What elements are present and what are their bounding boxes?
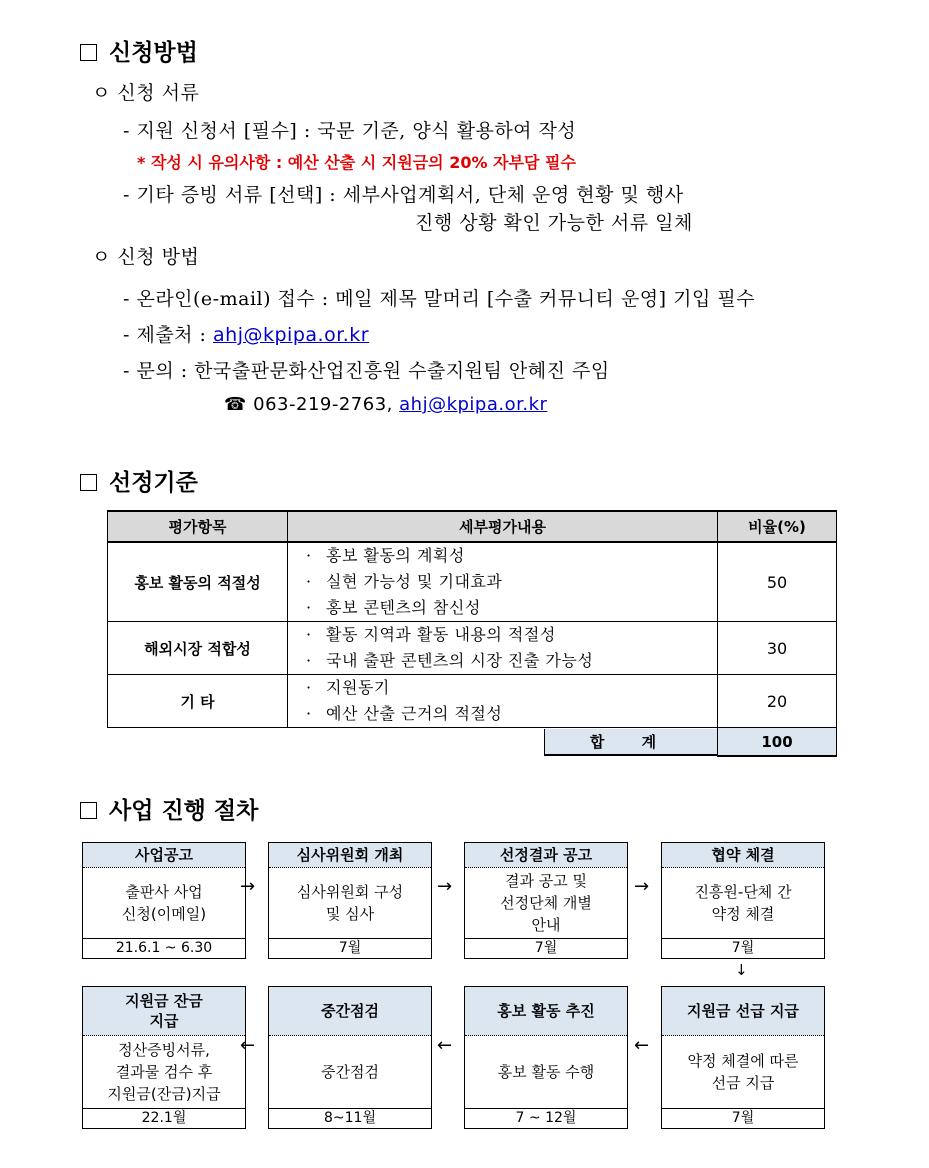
- list-item: · 실현 가능성 및 기대효과: [306, 572, 503, 591]
- step-body: 진흥원-단체 간 약정 체결: [662, 868, 824, 939]
- phone-icon: ☎: [224, 394, 247, 415]
- process-step-6: [464, 986, 628, 1129]
- step-time: 21.6.1 ~ 6.30: [115, 940, 213, 956]
- checkbox-square-icon: [80, 802, 97, 819]
- doc-required: - 지원 신청서 [필수] : 국문 기준, 양식 활용하여 작성: [123, 120, 577, 142]
- arrow-left-icon: ←: [240, 1035, 256, 1056]
- notice-text: * 작성 시 유의사항 : 예산 산출 시 지원금의 20% 자부담 필수: [137, 153, 576, 172]
- method-heading: ㅇ 신청 방법: [92, 246, 200, 268]
- contact: - 문의 : 한국출판문화산업진흥원 수출지원팀 안혜진 주임: [123, 360, 610, 382]
- step-title: 사업공고: [83, 843, 245, 868]
- list-item: · 예산 산출 근거의 적절성: [306, 704, 503, 723]
- online-submit: - 온라인(e-mail) 접수 : 메일 제목 말머리 [수출 커뮤니티 운영] 기입 필수: [123, 288, 756, 310]
- submit-email-link[interactable]: ahj@kpipa.or.kr: [213, 324, 370, 346]
- arrow-right-icon: →: [634, 876, 650, 897]
- row-ratio: 50: [718, 542, 837, 622]
- row-category: 홍보 활동의 적절성: [108, 542, 288, 622]
- step-time: 7 ~ 12월: [515, 1110, 577, 1126]
- step-body: 중간점검: [269, 1036, 431, 1109]
- header-ratio: 비율(%): [718, 511, 837, 542]
- row-items: [288, 675, 718, 728]
- step-title: 홍보 활동 추진: [465, 987, 627, 1036]
- section-title: 신청방법: [109, 40, 198, 66]
- criteria-table: [107, 510, 837, 757]
- header-details: 세부평가내용: [288, 511, 718, 542]
- process-step-7: [268, 986, 432, 1129]
- list-item: · 홍보 활동의 계획성: [306, 546, 465, 565]
- submit-label: - 제출처 :: [123, 324, 214, 346]
- table-row: [108, 675, 837, 728]
- process-step-5: [661, 986, 825, 1129]
- step-title: 심사위원회 개최: [269, 843, 431, 868]
- step-time: 22.1월: [141, 1110, 187, 1126]
- checkbox-square-icon: [80, 44, 97, 61]
- step-body: 심사위원회 구성 및 심사: [269, 868, 431, 939]
- section-title: 선정기준: [109, 470, 198, 496]
- step-body: 홍보 활동 수행: [465, 1036, 627, 1109]
- list-item: · 지원동기: [306, 678, 390, 697]
- step-body: 약정 체결에 따른 선금 지급: [662, 1036, 824, 1109]
- table-header-row: [108, 511, 837, 542]
- step-time: 7월: [731, 940, 755, 956]
- total-value: 100: [718, 728, 837, 757]
- step-time: 7월: [534, 940, 558, 956]
- step-body: 출판사 사업 신청(이메일): [83, 868, 245, 939]
- row-items: [288, 622, 718, 675]
- doc-optional-line2: 진행 상황 확인 가능한 서류 일체: [415, 212, 693, 234]
- total-row: [108, 728, 837, 757]
- total-label: 합 계: [544, 729, 717, 756]
- row-category: 기 타: [108, 675, 288, 728]
- step-title: 선정결과 공고: [465, 843, 627, 868]
- doc-optional-line1: - 기타 증빙 서류 [선택] : 세부사업계획서, 단체 운영 현황 및 행사: [123, 184, 684, 206]
- checkbox-square-icon: [80, 474, 97, 491]
- docs-heading: ㅇ 신청 서류: [92, 82, 200, 104]
- arrow-left-icon: ←: [437, 1035, 453, 1056]
- process-step-3: [464, 842, 628, 959]
- arrow-right-icon: →: [240, 876, 256, 897]
- step-title: 지원금 잔금 지급: [83, 987, 245, 1036]
- row-ratio: 20: [718, 675, 837, 728]
- step-time: 7월: [338, 940, 362, 956]
- section-heading-process: [80, 792, 258, 825]
- header-category: 평가항목: [108, 511, 288, 542]
- section-heading-criteria: [80, 464, 198, 497]
- arrow-down-icon: ↓: [735, 961, 748, 979]
- step-time: 7월: [731, 1110, 755, 1126]
- row-items: [288, 542, 718, 622]
- step-time: 8~11월: [324, 1110, 376, 1126]
- process-step-2: [268, 842, 432, 959]
- step-title: 협약 체결: [662, 843, 824, 868]
- row-category: 해외시장 적합성: [108, 622, 288, 675]
- section-title: 사업 진행 절차: [109, 798, 259, 824]
- step-body: 결과 공고 및 선정단체 개별 안내: [465, 868, 627, 939]
- process-step-1: [82, 842, 246, 959]
- list-item: · 홍보 콘텐츠의 참신성: [306, 598, 481, 617]
- table-row: [108, 542, 837, 622]
- phone-number: 063-219-2763,: [253, 394, 393, 415]
- contact-email-link[interactable]: ahj@kpipa.or.kr: [399, 394, 548, 415]
- arrow-right-icon: →: [437, 876, 453, 897]
- step-title: 중간점검: [269, 987, 431, 1036]
- submit-to: [123, 320, 369, 347]
- list-item: · 국내 출판 콘텐츠의 시장 진출 가능성: [306, 651, 594, 670]
- step-title: 지원금 선급 지급: [662, 987, 824, 1036]
- list-item: · 활동 지역과 활동 내용의 적절성: [306, 625, 556, 644]
- section-heading-apply: [80, 34, 198, 67]
- process-step-8: [82, 986, 246, 1129]
- arrow-left-icon: ←: [634, 1035, 650, 1056]
- row-ratio: 30: [718, 622, 837, 675]
- step-body: 정산증빙서류, 결과물 검수 후 지원금(잔금)지급: [83, 1036, 245, 1109]
- process-step-4: [661, 842, 825, 959]
- table-row: [108, 622, 837, 675]
- contact-phone: [224, 394, 547, 415]
